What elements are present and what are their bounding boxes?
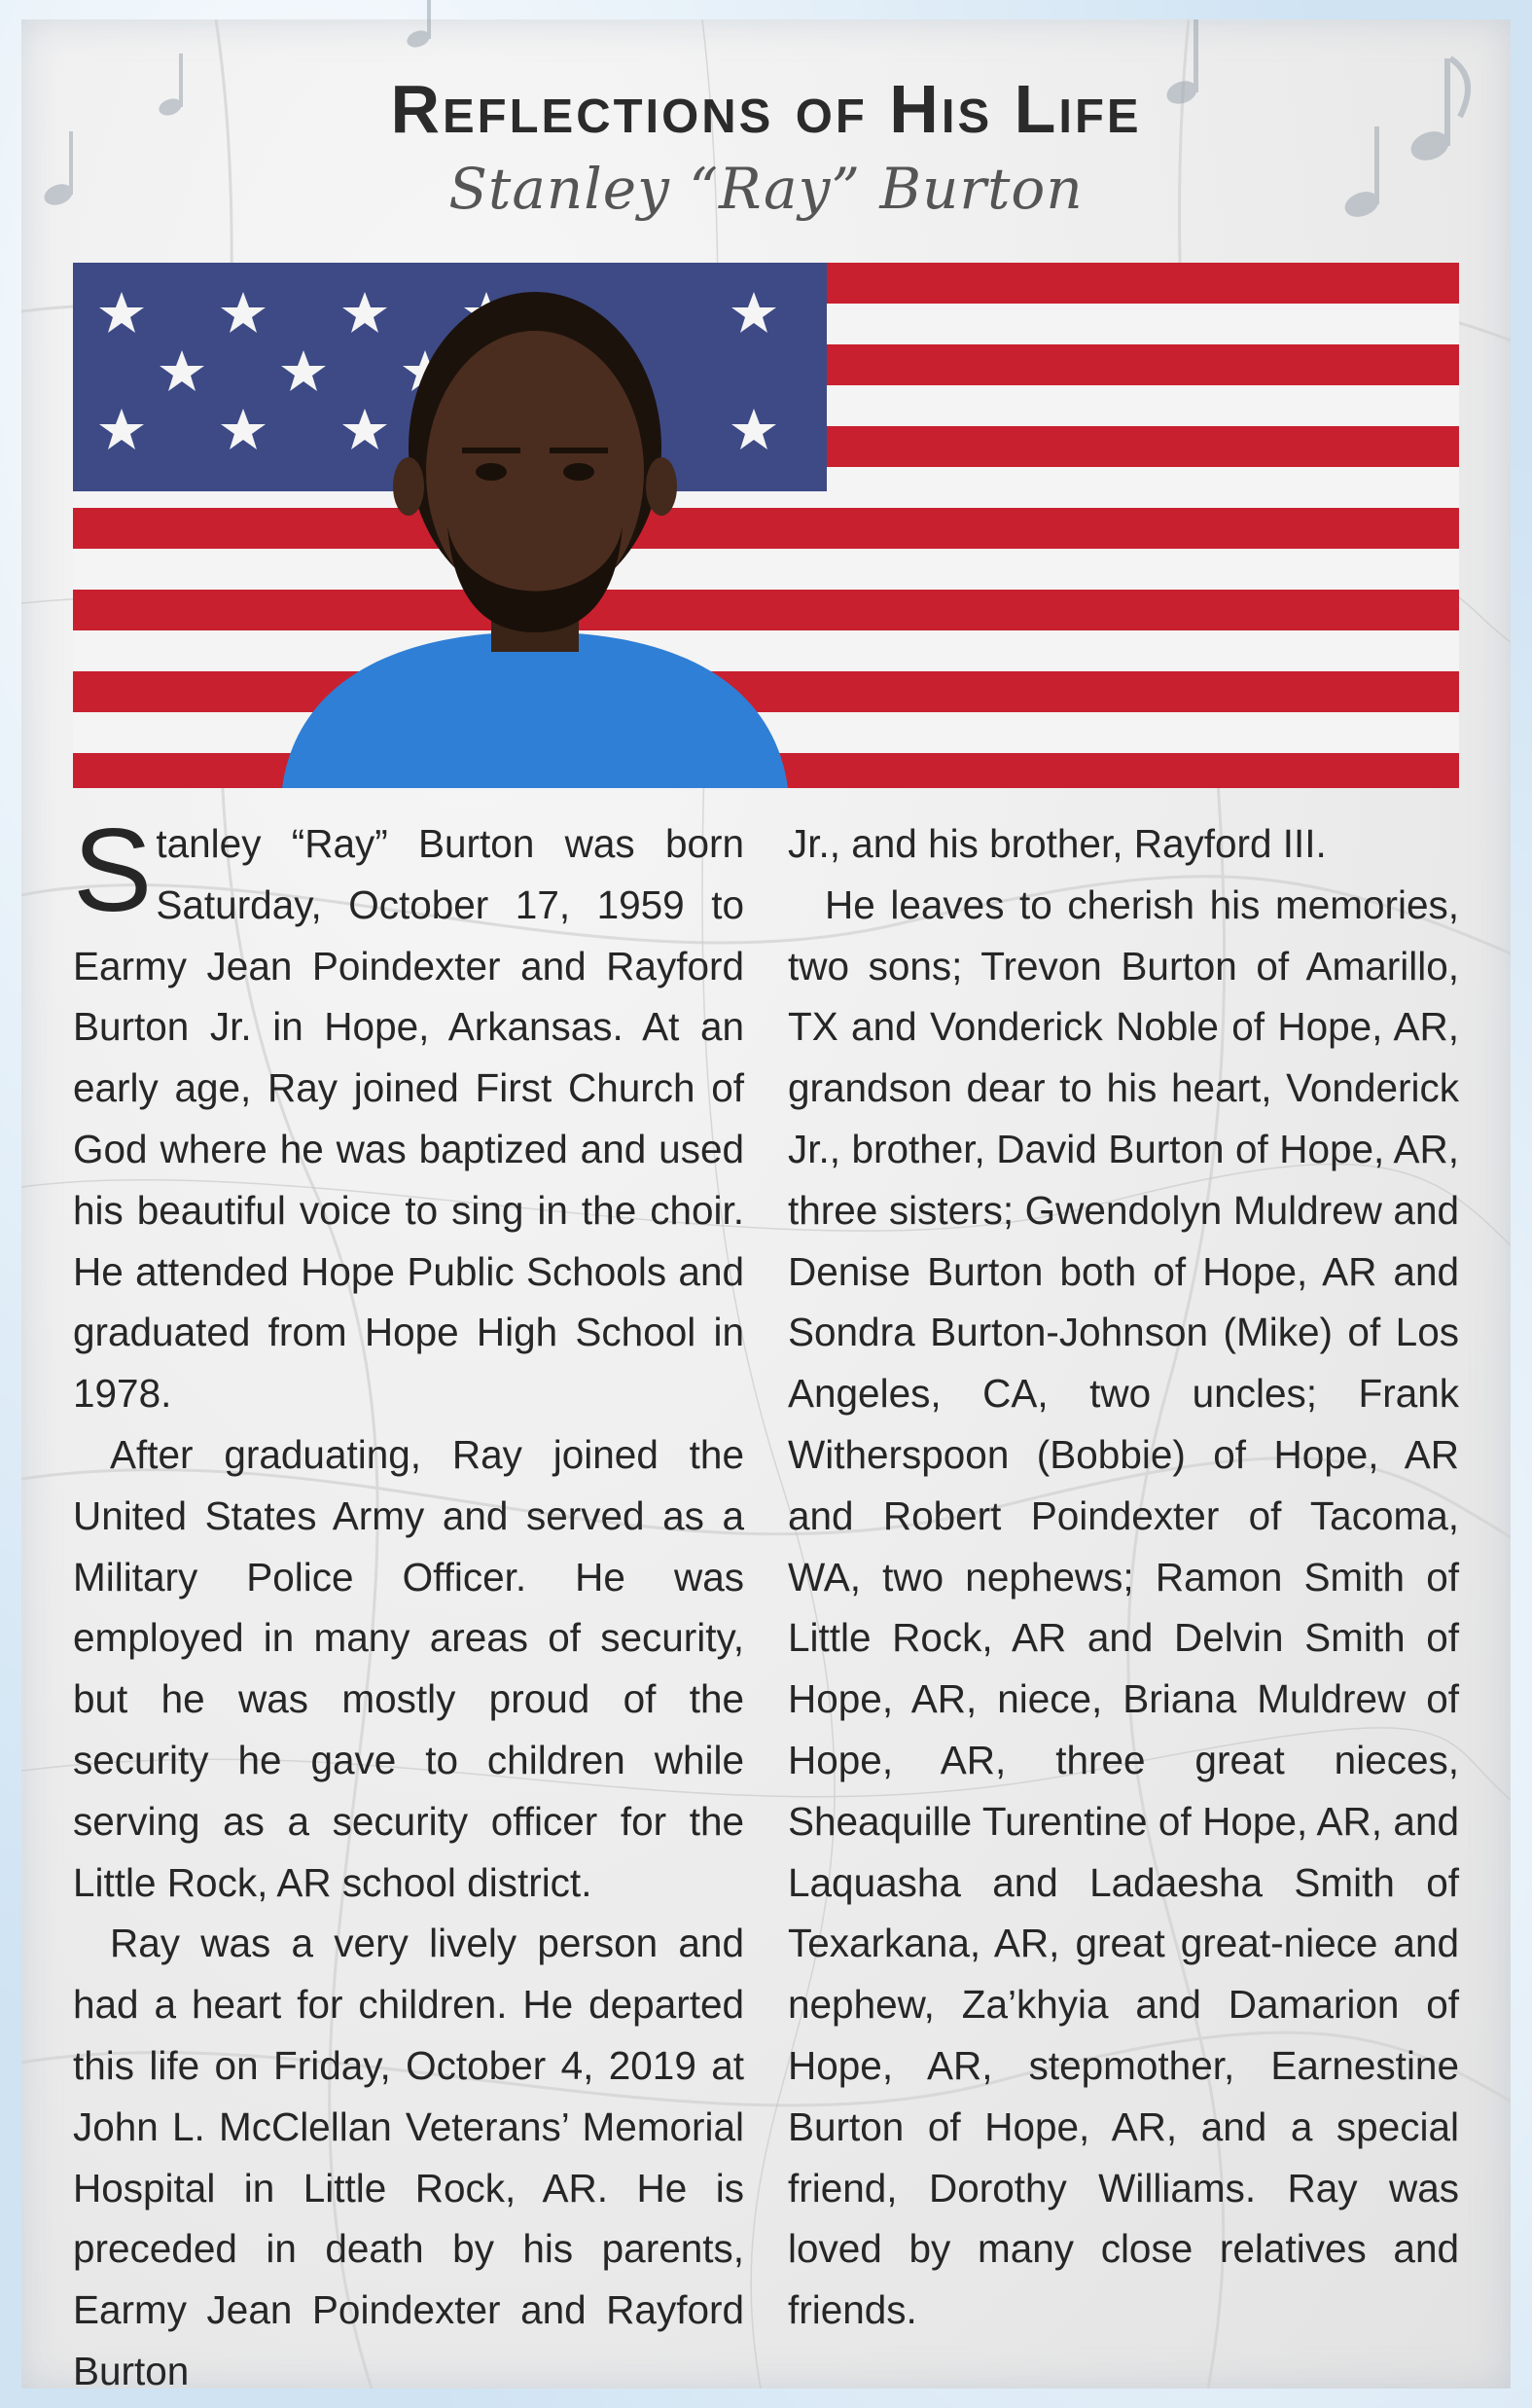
obituary-text (73, 804, 1459, 2393)
paragraph-3-continued: Jr., and his brother, Rayford III. (788, 821, 1327, 866)
text-column-right (788, 813, 1459, 2331)
text-column-left (73, 804, 744, 2393)
paragraph-1-text: tanley “Ray” Burton was born Saturday, October 17, 1959 to Earmy Jean Poindexter and Rayford Burton Jr. in Hope, Arkansas. At an early age, Ray joined First Church of God where he was baptized and used his beautiful voice to sing in the choir. He attended Hope Public Schools and graduated from Hope High School in 1978. (73, 821, 744, 1417)
page-title: Reflections of His Life (390, 71, 1142, 147)
portrait-photo (73, 263, 1459, 788)
paragraph-2: After graduating, Ray joined the United States Army and served as a Military Police Officer. He was employed in many areas of security, but he was mostly proud of the security he gave to children while serving as a security officer for the Little Rock, AR school district. (73, 1431, 744, 1905)
paragraph-1 (73, 804, 744, 1424)
paragraph-4: He leaves to cherish his memories, two sons; Trevon Burton of Amarillo, TX and Vonderick Noble of Hope, AR, grandson dear to his heart, Vonderick Jr., brother, David Burton of Hope, AR, three sisters; Gwendolyn Muldrew and Denise Burton both of Hope, AR and Sondra Burton-Johnson (Mike) of Los Angeles, CA, two uncles; Frank Witherspoon (Bobbie) of Hope, AR and Robert Poindexter of Tacoma, WA, two nephews; Ramon Smith of Little Rock, AR and Delvin Smith of Hope, AR, niece, Briana Muldrew of Hope, AR, three great nieces, Sheaquille Turentine of Hope, AR, and Laquasha and Ladaesha Smith of Texarkana, AR, great great-niece and nephew, Za’khyia and Damarion of Hope, AR, stepmother, Earnestine Burton of Hope, AR, and a special friend, Dorothy Williams. Ray was loved by many close relatives and friends. (788, 881, 1459, 2333)
drop-cap: S (73, 804, 153, 936)
page-subtitle: Stanley “Ray” Burton (448, 156, 1084, 222)
paragraph-3: Ray was a very lively person and had a heart for children. He departed this life on Friday, October 4, 2019 at John L. McClellan Veterans’ Memorial Hospital in Little Rock, AR. He is preceded in death by his parents, Earmy Jean Poindexter and Rayford Burton (73, 1921, 744, 2393)
